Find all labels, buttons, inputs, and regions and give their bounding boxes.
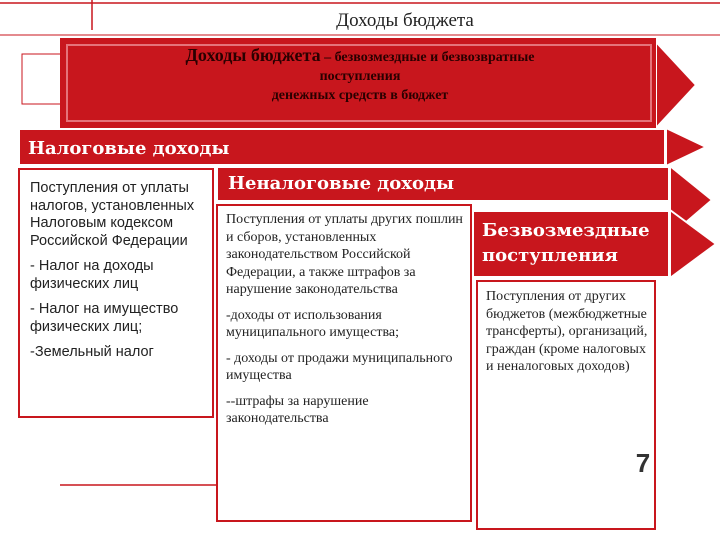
nontax-income-description: Поступления от уплаты других пошлин и сборов, установленных законодательством Российской Федерации, а также штрафов за нарушение законодательства	[226, 212, 463, 297]
gratuitous-income-box	[476, 280, 656, 530]
tax-income-heading: Налоговые доходы	[18, 128, 666, 166]
nontax-income-box	[216, 204, 472, 522]
definition-line-2: поступления	[319, 69, 401, 84]
definition-text	[70, 46, 650, 105]
nontax-item: -доходы от использования муниципального имущества;	[226, 307, 399, 340]
tax-item: - Налог на доходы физических лиц	[30, 258, 154, 292]
gratuitous-income-description: Поступления от других бюджетов (межбюджетные трансферты), организаций, граждан (кроме налоговых и неналоговых доходов)	[486, 289, 648, 374]
nontax-income-heading: Неналоговые доходы	[216, 166, 670, 202]
nontax-item: - доходы от продажи муниципального имущества	[226, 350, 453, 383]
slide-title: Доходы бюджета	[336, 10, 474, 31]
definition-term: Доходы бюджета	[185, 45, 321, 65]
tax-item: -Земельный налог	[30, 344, 154, 360]
tax-income-box	[18, 168, 214, 418]
gratuitous-income-heading: Безвозмездные поступления	[472, 210, 670, 278]
definition-line-3: денежных средств в бюджет	[271, 88, 449, 103]
tax-income-description: Поступления от уплаты налогов, установленных Налоговым кодексом Российской Федерации	[30, 180, 195, 249]
tax-item: - Налог на имущество физических лиц;	[30, 301, 179, 335]
page-number: 7	[635, 448, 651, 478]
definition-dash-text: – безвозмездные и безвозвратные	[320, 50, 535, 65]
nontax-item: --штрафы за нарушение законодательства	[226, 393, 369, 426]
